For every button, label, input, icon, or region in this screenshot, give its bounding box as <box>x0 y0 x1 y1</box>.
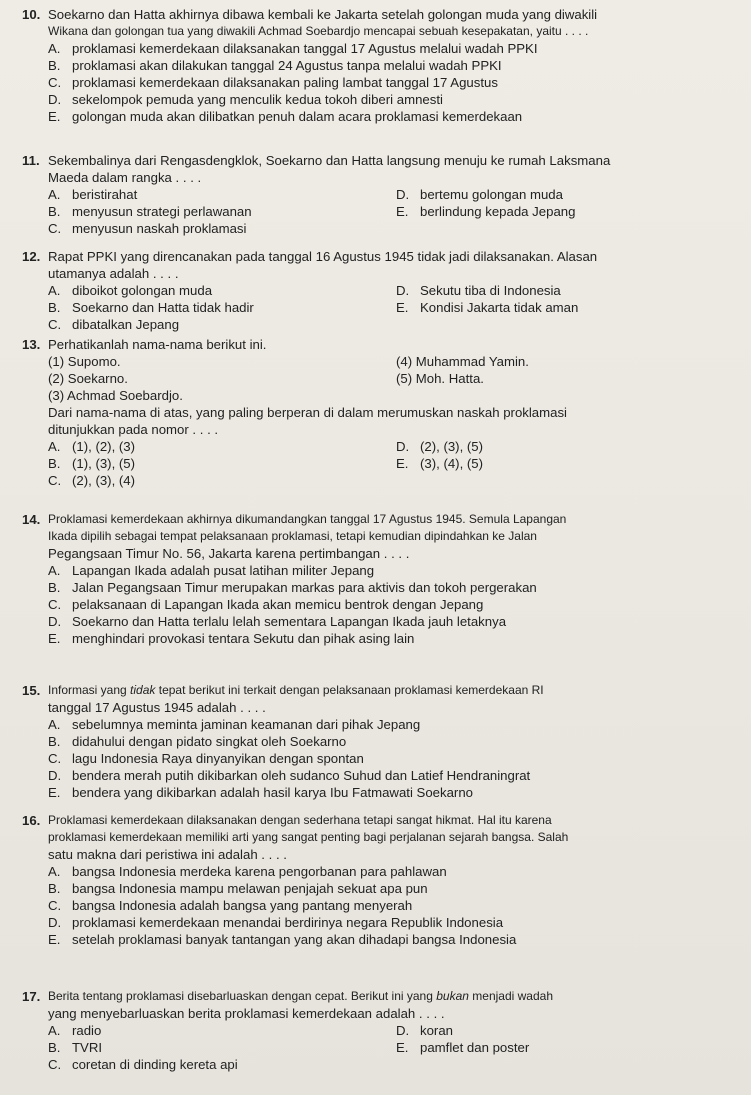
question-stem-line: ditunjukkan pada nomor . . . . <box>48 422 219 437</box>
question-14 <box>0 511 751 647</box>
option-d[interactable]: D. bertemu golongan muda <box>396 187 563 202</box>
question-stem-line: Proklamasi kemerdekaan akhirnya dikumandangkan tanggal 17 Agustus 1945. Semula Lapangan <box>48 512 567 526</box>
question-17 <box>0 988 751 1073</box>
option-a[interactable]: A. proklamasi kemerdekaan dilaksanakan tanggal 17 Agustus melalui wadah PPKI <box>48 41 538 56</box>
option-c[interactable]: C. bangsa Indonesia adalah bangsa yang pantang menyerah <box>48 898 413 913</box>
question-stem-line: satu makna dari peristiwa ini adalah . . . . <box>48 847 287 862</box>
option-d[interactable]: D. (2), (3), (5) <box>396 439 484 454</box>
question-stem-line: tanggal 17 Agustus 1945 adalah . . . . <box>48 700 266 715</box>
option-b[interactable]: B. didahului dengan pidato singkat oleh Soekarno <box>48 734 347 749</box>
option-c[interactable]: C. (2), (3), (4) <box>48 473 136 488</box>
question-15 <box>0 682 751 801</box>
option-a[interactable]: A. (1), (2), (3) <box>48 439 136 454</box>
question-stem-line: Soekarno dan Hatta akhirnya dibawa kembali ke Jakarta setelah golongan muda yang diwakili <box>48 7 598 22</box>
question-number: 12. <box>22 249 41 264</box>
option-b[interactable]: B. bangsa Indonesia mampu melawan penjajah sekuat apa pun <box>48 881 428 896</box>
question-stem-line: Maeda dalam rangka . . . . <box>48 170 202 185</box>
question-number: 15. <box>22 683 41 698</box>
list-item: (2) Soekarno. <box>48 371 128 386</box>
option-b[interactable]: B. (1), (3), (5) <box>48 456 136 471</box>
question-stem-line: Proklamasi kemerdekaan dilaksanakan dengan sederhana tetapi sangat hikmat. Hal itu karena <box>48 813 552 827</box>
question-stem-line: Dari nama-nama di atas, yang paling berperan di dalam merumuskan naskah proklamasi <box>48 405 567 420</box>
question-stem-line: proklamasi kemerdekaan memiliki arti yang sangat penting bagi perjalanan sejarah bangsa. Salah <box>48 830 569 844</box>
option-d[interactable]: D. koran <box>396 1023 453 1038</box>
option-e[interactable]: E. menghindari provokasi tentara Sekutu dan pihak asing lain <box>48 631 415 646</box>
question-stem-line: Ikada dipilih sebagai tempat pelaksanaan proklamasi, tetapi kemudian dipindahkan ke Jalan <box>48 529 537 543</box>
list-item: (3) Achmad Soebardjo. <box>48 388 183 403</box>
option-d[interactable]: D. proklamasi kemerdekaan menandai berdirinya negara Republik Indonesia <box>48 915 504 930</box>
question-stem-line: Berita tentang proklamasi disebarluaskan dengan cepat. Berikut ini yang bukan menjadi wadah <box>48 989 554 1003</box>
list-item: (5) Moh. Hatta. <box>396 371 484 386</box>
question-stem-line: yang menyebarluaskan berita proklamasi kemerdekaan adalah . . . . <box>48 1006 445 1021</box>
question-13 <box>0 336 751 489</box>
list-item: (1) Supomo. <box>48 354 121 369</box>
option-d[interactable]: D. bendera merah putih dikibarkan oleh sudanco Suhud dan Latief Hendraningrat <box>48 768 531 783</box>
option-d[interactable]: D. Soekarno dan Hatta terlalu lelah sementara Lapangan Ikada jauh letaknya <box>48 614 507 629</box>
question-number: 11. <box>22 153 40 168</box>
question-number: 13. <box>22 337 41 352</box>
question-16 <box>0 812 751 948</box>
option-e[interactable]: E. pamflet dan poster <box>396 1040 530 1055</box>
option-b[interactable]: B. TVRI <box>48 1040 103 1055</box>
option-c[interactable]: C. menyusun naskah proklamasi <box>48 221 247 236</box>
option-c[interactable]: C. pelaksanaan di Lapangan Ikada akan memicu bentrok dengan Jepang <box>48 597 484 612</box>
option-a[interactable]: A. beristirahat <box>48 187 138 202</box>
question-stem-line: Rapat PPKI yang direncanakan pada tanggal 16 Agustus 1945 tidak jadi dilaksanakan. Alasan <box>48 249 598 264</box>
option-b[interactable]: B. Soekarno dan Hatta tidak hadir <box>48 300 254 315</box>
option-d[interactable]: D. sekelompok pemuda yang menculik kedua tokoh diberi amnesti <box>48 92 443 107</box>
option-b[interactable]: B. proklamasi akan dilakukan tanggal 24 Agustus tanpa melalui wadah PPKI <box>48 58 502 73</box>
option-c[interactable]: C. lagu Indonesia Raya dinyanyikan dengan spontan <box>48 751 364 766</box>
question-12 <box>0 248 751 333</box>
option-a[interactable]: A. bangsa Indonesia merdeka karena pengorbanan para pahlawan <box>48 864 447 879</box>
option-c[interactable]: C. dibatalkan Jepang <box>48 317 180 332</box>
option-e[interactable]: E. berlindung kepada Jepang <box>396 204 576 219</box>
option-e[interactable]: E. setelah proklamasi banyak tantangan yang akan dihadapi bangsa Indonesia <box>48 932 517 947</box>
question-number: 10. <box>22 7 41 22</box>
question-stem-line: Informasi yang tidak tepat berikut ini terkait dengan pelaksanaan proklamasi kemerdekaan RI <box>48 683 544 697</box>
option-e[interactable]: E. golongan muda akan dilibatkan penuh dalam acara proklamasi kemerdekaan <box>48 109 523 124</box>
option-c[interactable]: C. coretan di dinding kereta api <box>48 1057 238 1072</box>
list-item: (4) Muhammad Yamin. <box>396 354 529 369</box>
option-e[interactable]: E. (3), (4), (5) <box>396 456 484 471</box>
question-number: 14. <box>22 512 41 527</box>
option-a[interactable]: A. radio <box>48 1023 102 1038</box>
option-a[interactable]: A. diboikot golongan muda <box>48 283 213 298</box>
option-a[interactable]: A. sebelumnya meminta jaminan keamanan dari pihak Jepang <box>48 717 421 732</box>
question-11 <box>0 152 751 237</box>
option-e[interactable]: E. Kondisi Jakarta tidak aman <box>396 300 579 315</box>
question-number: 17. <box>22 989 41 1004</box>
question-stem-line: Sekembalinya dari Rengasdengklok, Soekarno dan Hatta langsung menuju ke rumah Laksmana <box>48 153 611 168</box>
question-number: 16. <box>22 813 41 828</box>
option-e[interactable]: E. bendera yang dikibarkan adalah hasil karya Ibu Fatmawati Soekarno <box>48 785 473 800</box>
option-b[interactable]: B. menyusun strategi perlawanan <box>48 204 252 219</box>
option-a[interactable]: A. Lapangan Ikada adalah pusat latihan militer Jepang <box>48 563 375 578</box>
option-d[interactable]: D. Sekutu tiba di Indonesia <box>396 283 561 298</box>
question-stem-line: Wikana dan golongan tua yang diwakili Achmad Soebardjo mencapai sebuah kesepakatan, yaitu . . . . <box>48 24 589 38</box>
option-b[interactable]: B. Jalan Pegangsaan Timur merupakan markas para aktivis dan tokoh pergerakan <box>48 580 537 595</box>
question-stem-line: utamanya adalah . . . . <box>48 266 179 281</box>
question-stem-line: Perhatikanlah nama-nama berikut ini. <box>48 337 267 352</box>
question-stem-line: Pegangsaan Timur No. 56, Jakarta karena pertimbangan . . . . <box>48 546 410 561</box>
question-10 <box>0 6 751 125</box>
name-list <box>0 353 751 404</box>
option-c[interactable]: C. proklamasi kemerdekaan dilaksanakan paling lambat tanggal 17 Agustus <box>48 75 498 90</box>
